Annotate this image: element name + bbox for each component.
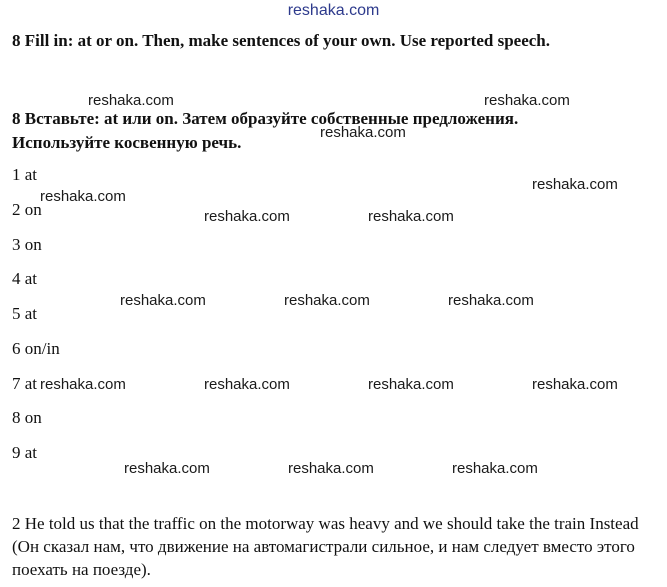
watermark: reshaka.com [284, 292, 370, 309]
watermark: reshaka.com [40, 376, 126, 393]
watermark: reshaka.com [204, 376, 290, 393]
watermark: reshaka.com [484, 92, 570, 109]
watermark: reshaka.com [532, 376, 618, 393]
watermark: reshaka.com [120, 292, 206, 309]
watermark: reshaka.com [320, 124, 406, 141]
answer-item-4: 4 at [12, 269, 38, 288]
answer-item-3: 3 on [12, 235, 42, 254]
watermark: reshaka.com [204, 208, 290, 225]
watermark: reshaka.com [88, 92, 174, 109]
watermark: reshaka.com [124, 460, 210, 477]
task-heading-russian-line-1: 8 Вставьте: at или on. Затем образуйте собственные предложения. [12, 109, 519, 128]
watermark: reshaka.com [448, 292, 534, 309]
watermark: reshaka.com [288, 460, 374, 477]
answer-item-9: 9 at [12, 443, 38, 462]
watermark: reshaka.com [40, 188, 126, 205]
example-sentence: 2 He told us that the traffic on the motorway was heavy and we should take the train Instead (Он сказал нам, что движение на автомагистрали сильное, и нам следует вместо этого поехать на поезде). [12, 514, 639, 579]
answer-item-5: 5 at [12, 304, 38, 323]
watermark: reshaka.com [368, 208, 454, 225]
task-heading-english: 8 Fill in: at or on. Then, make sentences of your own. Use reported speech. [12, 31, 551, 50]
answer-item-2: 2 on [12, 200, 42, 219]
watermark: reshaka.com [368, 376, 454, 393]
answer-item-7: 7 at [12, 374, 38, 393]
watermark: reshaka.com [452, 460, 538, 477]
watermark: reshaka.com [532, 176, 618, 193]
answer-item-8: 8 on [12, 408, 42, 427]
answer-item-1: 1 at [12, 165, 38, 184]
answer-item-6: 6 on/in [12, 339, 60, 358]
task-heading-russian-line-2: Используйте косвенную речь. [12, 133, 242, 152]
site-title-link[interactable]: reshaka.com [287, 2, 380, 19]
